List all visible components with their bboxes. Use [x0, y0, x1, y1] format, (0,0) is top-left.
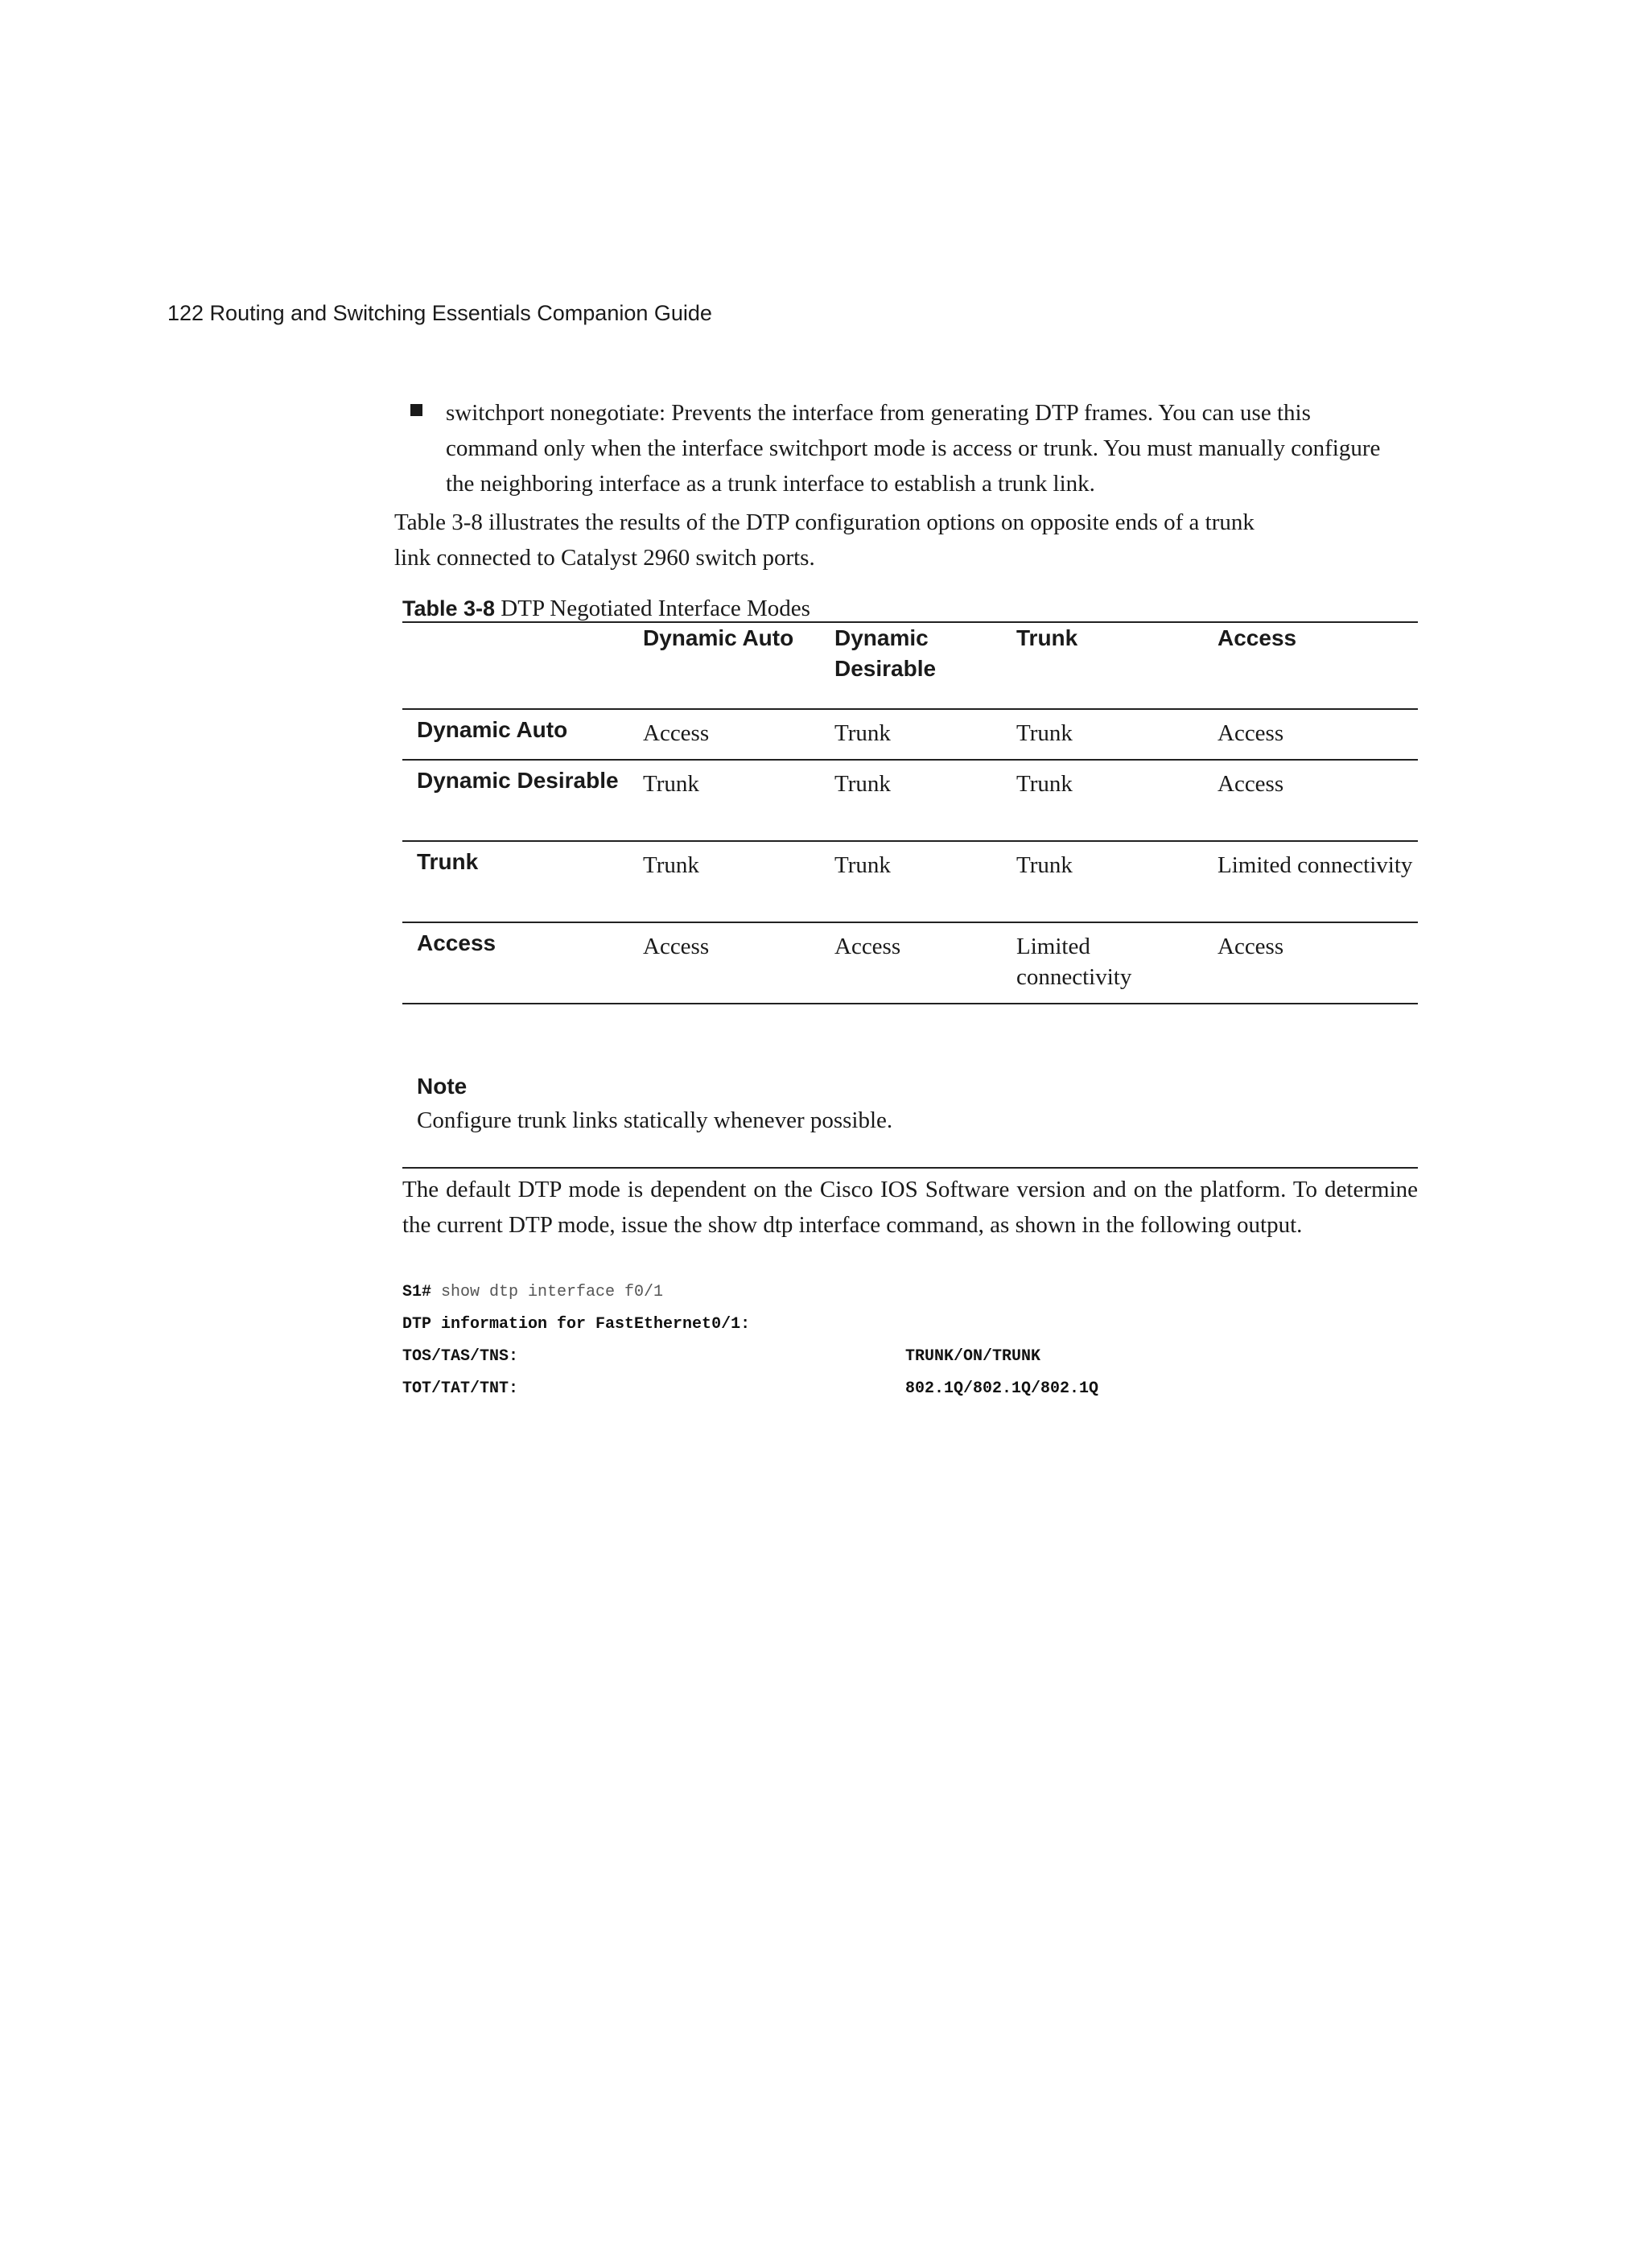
code-output-value: TRUNK/ON/TRUNK [905, 1347, 1041, 1366]
code-output-label: TOS/TAS/TNS: [402, 1347, 519, 1366]
table-cell: Access [1217, 934, 1284, 959]
table-cell: Access [643, 720, 710, 746]
row-header-cell: Trunk [417, 849, 479, 874]
table-cell: Limited connectivity [1217, 852, 1413, 878]
code-line [402, 1344, 1418, 1376]
row-header-cell: Access [417, 930, 496, 955]
table-cell: Access [1217, 720, 1284, 746]
dtp-modes-table [402, 621, 1418, 1004]
header-cell: Dynamic Auto [643, 625, 794, 650]
code-output: DTP information for FastEthernet0/1: [402, 1315, 751, 1334]
row-header-cell: Dynamic Desirable [417, 768, 619, 793]
bullet-item [410, 395, 1408, 501]
code-output-value: 802.1Q/802.1Q/802.1Q [905, 1379, 1099, 1398]
code-block [402, 1280, 1418, 1408]
table-row [402, 841, 1418, 922]
table-cell: Trunk [1016, 720, 1073, 746]
intro-line: Table 3-8 illustrates the results of the DTP configuration options on opposite ends of a trunk [394, 509, 1255, 535]
table-cell: Trunk [643, 852, 699, 878]
code-command: show dtp interface f0/1 [431, 1283, 664, 1301]
header-cell: Dynamic Desirable [834, 625, 937, 681]
table-cell: Trunk [834, 852, 891, 878]
table-cell: Access [834, 934, 901, 959]
intro-line: link connected to Catalyst 2960 switch ports. [394, 545, 815, 571]
note-label: Note [417, 1074, 468, 1099]
table-cell: Trunk [834, 771, 891, 797]
table-caption [402, 594, 810, 623]
header-cell: Trunk [1016, 625, 1078, 650]
note-text: Configure trunk links statically whenever possible. [417, 1107, 893, 1133]
code-output-label: TOT/TAT/TNT: [402, 1379, 519, 1398]
code-line [402, 1376, 1418, 1408]
table-row [402, 709, 1418, 760]
table-cell: Trunk [1016, 771, 1073, 797]
table-header-row [402, 622, 1418, 709]
table-row [402, 760, 1418, 841]
header-cell: Access [1217, 625, 1297, 650]
table-number: Table 3-8 [402, 596, 496, 621]
bullet-text: switchport nonegotiate: Prevents the interface from generating DTP frames. You can use this command only when the interface switchport mode is access or trunk. You must manually configure the neighboring interface as a trunk interface to establish a trunk link. [446, 400, 1381, 497]
table-cell: Access [643, 934, 710, 959]
table-cell: Limited connectivity [1016, 934, 1132, 990]
header-cell [402, 622, 628, 709]
body-paragraph: The default DTP mode is dependent on the Cisco IOS Software version and on the platform. To determine the current DTP mode, issue the show dtp interface command, as shown in the following output. [402, 1177, 1418, 1238]
square-bullet-icon [410, 404, 422, 416]
table-cell: Access [1217, 771, 1284, 797]
table-cell: Trunk [1016, 852, 1073, 878]
code-line [402, 1280, 1418, 1312]
table-title: DTP Negotiated Interface Modes [501, 596, 810, 621]
note-box [402, 1062, 1418, 1169]
code-line [402, 1312, 1418, 1344]
running-header: 122 Routing and Switching Essentials Companion Guide [167, 301, 712, 325]
intro-paragraph [394, 505, 1408, 575]
table-row [402, 922, 1418, 1004]
table-cell: Trunk [643, 771, 699, 797]
row-header-cell: Dynamic Auto [417, 717, 568, 742]
code-prompt: S1# [402, 1283, 432, 1301]
table-cell: Trunk [834, 720, 891, 746]
